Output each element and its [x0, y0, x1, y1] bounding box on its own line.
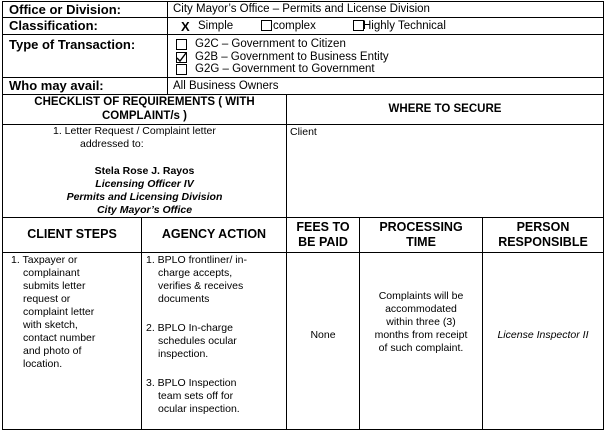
text-line: schedules ocular [158, 335, 237, 347]
checkbox-g2c[interactable] [176, 39, 187, 50]
addressee-office: City Mayor’s Office [96, 204, 193, 216]
client-steps-text [11, 254, 139, 371]
text-line: with sketch, [23, 319, 78, 331]
checked-x-mark-icon: X [181, 19, 190, 34]
text-line: complainant [23, 267, 80, 279]
citizens-charter-table [2, 1, 604, 430]
checkmark-icon [176, 52, 187, 63]
agency-action-header: AGENCY ACTION [161, 227, 267, 241]
checkbox-complex[interactable] [261, 20, 272, 31]
checklist-item-line2: addressed to: [80, 138, 144, 150]
checklist-item-line1: 1. Letter Request / Complaint letter [53, 125, 216, 137]
processing-time-header [360, 220, 482, 250]
fees-header [287, 220, 359, 250]
processing-header-line2: TIME [406, 235, 436, 249]
transaction-g2c: G2C – Government to Citizen [195, 38, 346, 50]
fees-header-line1: FEES TO [296, 220, 350, 234]
who-label: Who may avail: [9, 78, 104, 93]
checkbox-g2g[interactable] [176, 64, 187, 75]
checklist-header-line1: CHECKLIST OF REQUIREMENTS ( WITH [34, 96, 255, 108]
fees-header-line2: BE PAID [298, 235, 348, 249]
classification-complex: complex [273, 20, 316, 32]
checklist-header [3, 95, 286, 123]
text-line: and photo of [23, 345, 82, 357]
text-line: charge accepts, [158, 267, 233, 279]
text-line: within three (3) [386, 316, 456, 328]
text-line: request or [23, 293, 71, 305]
text-line: ocular inspection. [158, 403, 240, 415]
text-line: Complaints will be [378, 290, 464, 302]
column-divider [141, 217, 142, 430]
classification-label: Classification: [9, 18, 98, 33]
transaction-g2g: G2G – Government to Government [195, 63, 375, 75]
text-line: submits letter [23, 280, 86, 292]
transaction-label: Type of Transaction: [9, 37, 136, 52]
checkbox-g2b-checked[interactable] [176, 52, 187, 63]
text-line: 2. BPLO In-charge [146, 322, 233, 334]
agency-action-2 [146, 322, 284, 361]
text-line: location. [23, 358, 63, 370]
text-line: 1. Taxpayer or [11, 254, 78, 266]
addressee-position: Licensing Officer IV [95, 178, 194, 190]
text-line: months from receipt [374, 329, 468, 341]
processing-time-value [360, 290, 482, 355]
text-line: verifies & receives [158, 280, 244, 292]
transaction-g2b: G2B – Government to Business Entity [195, 51, 389, 63]
person-header-line2: RESPONSIBLE [498, 235, 588, 249]
client-steps-header: CLIENT STEPS [27, 227, 117, 241]
row-divider [3, 217, 603, 218]
person-responsible-value: License Inspector II [497, 329, 589, 341]
row-divider [3, 252, 603, 253]
classification-highly-technical: Highly Technical [363, 20, 446, 32]
person-header-line1: PERSON [516, 220, 570, 234]
text-line: inspection. [158, 348, 209, 360]
text-line: complaint letter [23, 306, 95, 318]
processing-header-line1: PROCESSING [379, 220, 463, 234]
text-line: team sets off for [158, 390, 234, 402]
column-divider [167, 2, 168, 94]
text-line: 3. BPLO Inspection [146, 377, 237, 389]
office-value: City Mayor’s Office – Permits and License Division [173, 3, 430, 15]
person-responsible-header [483, 220, 603, 250]
text-line: 1. BPLO frontliner/ in- [146, 254, 247, 266]
where-to-secure-header: WHERE TO SECURE [388, 103, 502, 115]
text-line: of such complaint. [378, 342, 464, 354]
text-line: contact number [23, 332, 96, 344]
addressee-name: Stela Rose J. Rayos [94, 165, 195, 177]
row-divider [3, 34, 603, 35]
where-to-secure-value: Client [290, 126, 317, 138]
office-label: Office or Division: [9, 2, 121, 17]
text-line: documents [158, 293, 210, 305]
fees-value: None [310, 329, 336, 341]
checklist-header-line2: COMPLAINT/s ) [102, 110, 187, 122]
text-line: accommodated [385, 303, 457, 315]
agency-action-1 [146, 254, 284, 306]
agency-action-3 [146, 377, 284, 416]
who-value: All Business Owners [173, 80, 279, 92]
addressee-division: Permits and Licensing Division [66, 191, 223, 203]
classification-simple: Simple [198, 20, 234, 32]
